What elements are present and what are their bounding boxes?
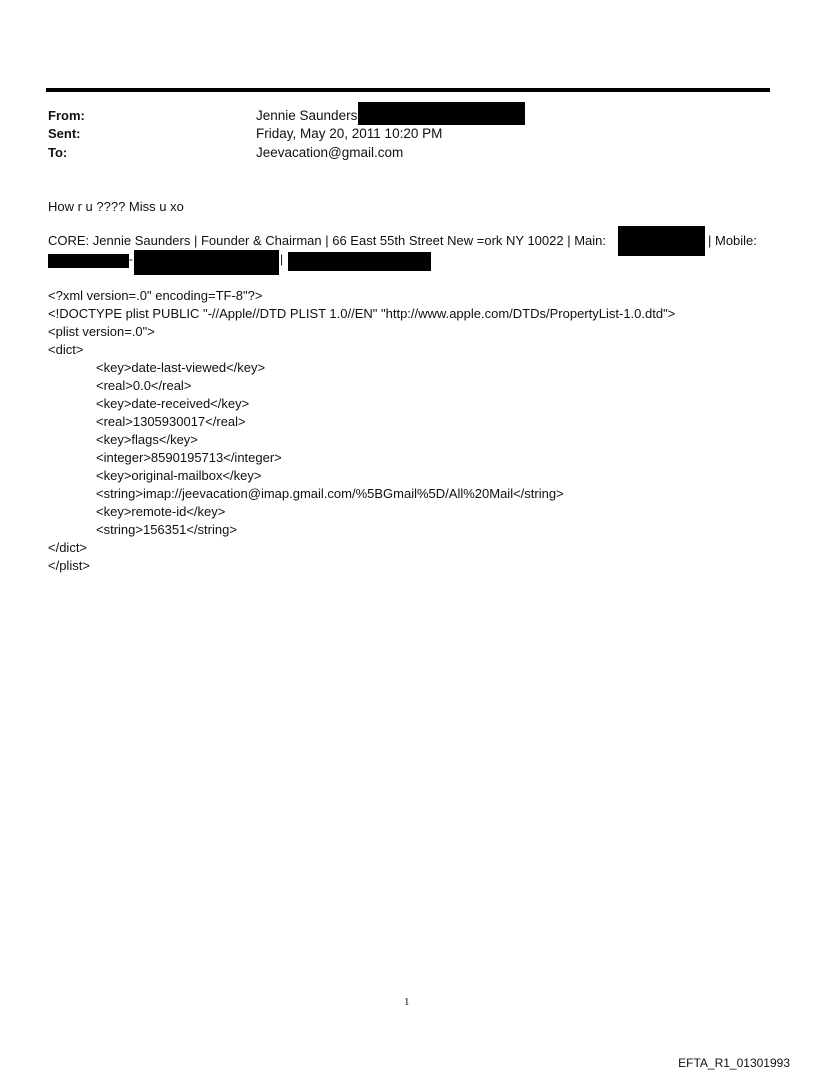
from-value: Jennie Saunders [256, 108, 358, 123]
page-number: 1 [404, 996, 410, 1008]
plist-entry: <string>156351</string> [96, 522, 237, 537]
redaction-box [48, 254, 129, 268]
plist-entry: <key>original-mailbox</key> [96, 468, 262, 483]
plist-entry: <key>flags</key> [96, 432, 198, 447]
plist-open-tag: <plist version=.0"> [48, 324, 155, 339]
plist-entry: <key>remote-id</key> [96, 504, 226, 519]
doctype-line: <!DOCTYPE plist PUBLIC "-//Apple//DTD PLIST 1.0//EN" "http://www.apple.com/DTDs/PropertyList-1.0.dtd"> [48, 306, 676, 321]
document-id: EFTA_R1_01301993 [678, 1056, 790, 1070]
signature-pipe: | [280, 252, 284, 266]
plist-entry: <string>imap://jeevacation@imap.gmail.com/%5BGmail%5D/All%20Mail</string> [96, 486, 564, 501]
plist-block [48, 287, 768, 575]
sent-label: Sent: [48, 126, 81, 141]
message-greeting: How r u ???? Miss u xo [48, 199, 184, 214]
redaction-box [134, 250, 279, 275]
redaction-box [618, 226, 705, 256]
plist-close-tag: </plist> [48, 558, 90, 573]
plist-entry: <real>1305930017</real> [96, 414, 246, 429]
xml-declaration: <?xml version=.0" encoding=TF-8"?> [48, 288, 263, 303]
plist-entry: <key>date-received</key> [96, 396, 250, 411]
plist-entry: <real>0.0</real> [96, 378, 192, 393]
from-label: From: [48, 108, 85, 123]
redaction-box [288, 252, 431, 271]
sent-value: Friday, May 20, 2011 10:20 PM [256, 126, 443, 141]
plist-entry: <integer>8590195713</integer> [96, 450, 282, 465]
dict-open-tag: <dict> [48, 342, 84, 357]
redaction-box [358, 102, 525, 125]
to-label: To: [48, 145, 68, 160]
header-rule [46, 88, 770, 92]
signature-line: CORE: Jennie Saunders | Founder & Chairman | 66 East 55th Street New =ork NY 10022 | Main: [48, 233, 606, 248]
signature-dash: - [129, 252, 133, 266]
dict-close-tag: </dict> [48, 540, 88, 555]
plist-entry: <key>date-last-viewed</key> [96, 360, 266, 375]
to-value: Jeevacation@gmail.com [256, 145, 404, 160]
signature-mobile-label: | Mobile: [708, 233, 757, 248]
